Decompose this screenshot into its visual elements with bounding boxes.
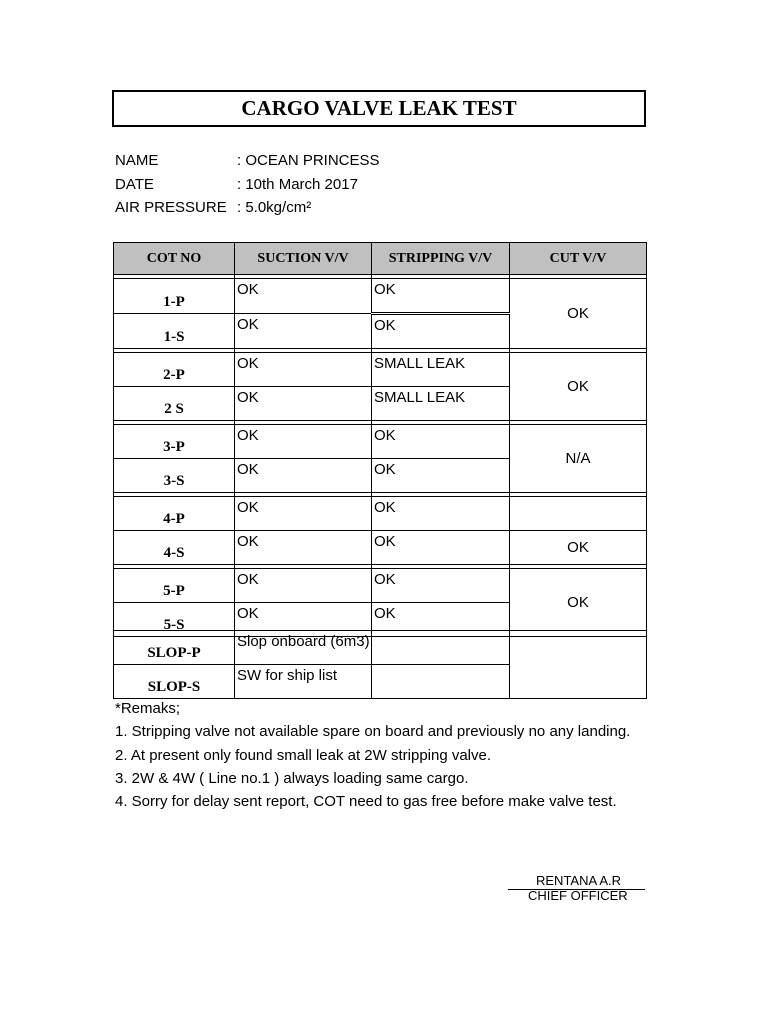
stripping-value: OK (372, 603, 510, 637)
cot-no: 1-P (114, 279, 235, 314)
stripping-value: OK (372, 425, 510, 459)
cut-value (510, 497, 647, 531)
info-value: : 10th March 2017 (237, 176, 358, 193)
suction-value: OK (235, 569, 372, 603)
cot-no: 4-S (114, 531, 235, 565)
remarks-heading: *Remaks; (115, 700, 181, 717)
info-value: : 5.0kg/cm² (237, 199, 312, 216)
remark-item: 3. 2W & 4W ( Line no.1 ) always loading same cargo. (115, 769, 469, 787)
header-stripping: STRIPPING V/V (372, 243, 510, 275)
suction-value: OK (235, 497, 372, 531)
table-row (114, 353, 647, 387)
stripping-value: OK (372, 459, 510, 493)
signatory-name: RENTANA A.R (536, 873, 622, 888)
info-value: : OCEAN PRINCESS (237, 152, 380, 169)
remark-item: 1. Stripping valve not available spare on board and previously no any landing. (115, 723, 631, 741)
cot-no: 5-P (114, 569, 235, 603)
cut-value (510, 631, 647, 699)
cot-no: SLOP-P (114, 631, 235, 665)
valve-test-table (113, 242, 647, 637)
cot-no: 2 S (114, 387, 235, 421)
suction-value: OK (235, 314, 372, 349)
stripping-value: OK (372, 569, 510, 603)
header-cot-no: COT NO (114, 243, 235, 275)
suction-value: OK (235, 425, 372, 459)
slop-table (113, 630, 647, 699)
remark-item: 4. Sorry for delay sent report, COT need to gas free before make valve test. (115, 793, 617, 811)
table-row (114, 531, 647, 565)
table-header-row (114, 243, 647, 275)
suction-value: OK (235, 603, 372, 637)
cot-no: SLOP-S (114, 665, 235, 699)
cot-no: 1-S (114, 314, 235, 349)
stripping-value (372, 631, 510, 665)
cot-no: 3-P (114, 425, 235, 459)
cut-value: OK (510, 353, 647, 421)
table-row (114, 569, 647, 603)
suction-value: SW for ship list (235, 665, 372, 699)
header-suction: SUCTION V/V (235, 243, 372, 275)
suction-value: OK (235, 531, 372, 565)
cot-no: 4-P (114, 497, 235, 531)
table-row (114, 631, 647, 665)
remarks-section (115, 697, 630, 813)
suction-value: OK (235, 387, 372, 421)
header-cut: CUT V/V (510, 243, 647, 275)
suction-value: OK (235, 459, 372, 493)
cut-value: OK (510, 279, 647, 349)
cot-no: 2-P (114, 353, 235, 387)
stripping-value: OK (372, 531, 510, 565)
stripping-value: OK (372, 314, 510, 349)
table-row (114, 497, 647, 531)
table-row (114, 279, 647, 314)
info-label: NAME (115, 152, 159, 169)
cut-value: OK (510, 569, 647, 637)
suction-value: OK (235, 279, 372, 314)
signatory-title: CHIEF OFFICER (528, 888, 628, 903)
stripping-value: OK (372, 279, 510, 314)
cut-value: N/A (510, 425, 647, 493)
cot-no: 5-S (114, 603, 235, 637)
table-row (114, 425, 647, 459)
stripping-value: SMALL LEAK (372, 387, 510, 421)
suction-value: Slop onboard (6m3) (235, 631, 372, 665)
cut-value: OK (510, 531, 647, 565)
report-title: CARGO VALVE LEAK TEST (112, 90, 646, 127)
stripping-value (372, 665, 510, 699)
info-label: DATE (115, 176, 154, 193)
stripping-value: OK (372, 497, 510, 531)
remark-item: 2. At present only found small leak at 2W stripping valve. (115, 746, 492, 764)
stripping-value: SMALL LEAK (372, 353, 510, 387)
info-label: AIR PRESSURE (115, 199, 227, 216)
suction-value: OK (235, 353, 372, 387)
cot-no: 3-S (114, 459, 235, 493)
